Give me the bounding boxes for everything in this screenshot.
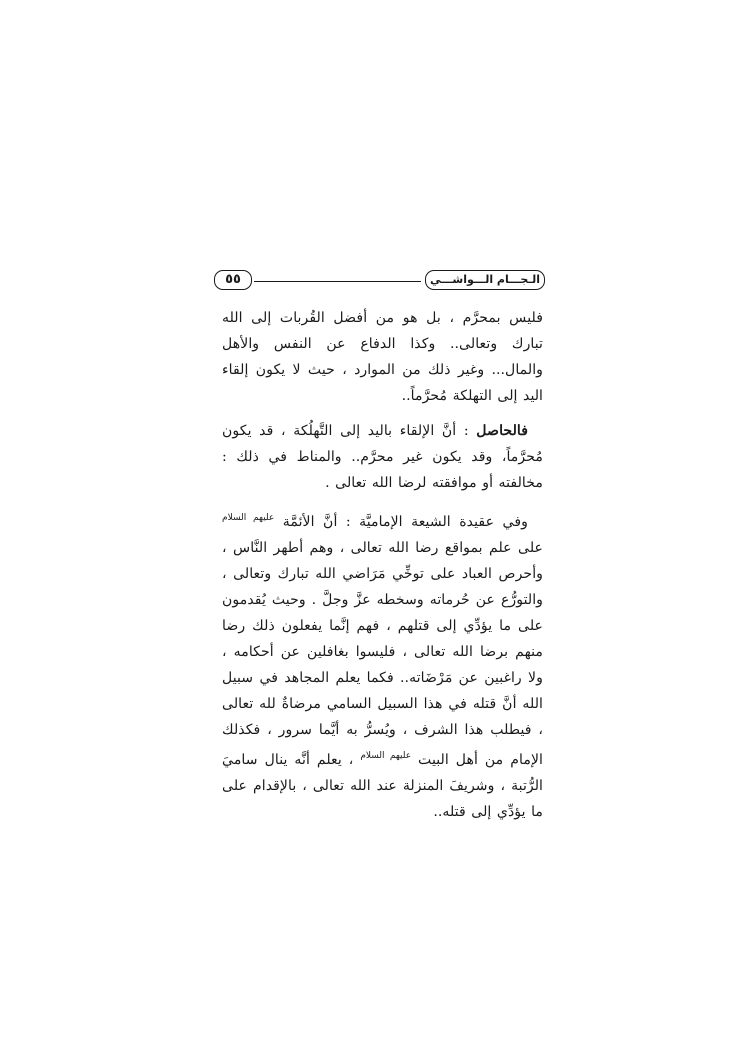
running-title: الـجـــام الـــواشـــي bbox=[425, 270, 545, 290]
paragraph-lead: فالحاصل bbox=[476, 423, 528, 439]
honorific-mark: عليهم السلام bbox=[360, 751, 412, 761]
paragraph-text: : أنَّ الإلقاء باليد إلى التَّهلُكة ، قد يكون مُحرَّماً، وقد يكون غير محرَّم.. والمناط في ذلك : مخالفته أو موافقته لرضا الله تعالى . bbox=[222, 423, 543, 491]
body-text bbox=[222, 305, 543, 825]
paragraph-text: ، يعلم أنَّه ينال ساميَ الرُّتبة ، وشريفَ المنزلة عند الله تعالى ، بالإقدام على ما يؤدِّي إلى قتله.. bbox=[222, 752, 543, 820]
paragraph-text: فليس بمحرَّم ، بل هو من أفضل القُربات إلى الله تبارك وتعالى.. وكذا الدفاع عن النفس والأهل والمال... وغير ذلك من الموارد ، حيث لا يكون إلقاء اليد إلى التهلكة مُحرَّماً.. bbox=[222, 310, 543, 404]
honorific-mark: عليهم السلام bbox=[222, 513, 275, 523]
page-number: ٥٥ bbox=[214, 270, 252, 290]
paragraph-text: على علم بمواقع رضا الله تعالى ، وهم أطهر النَّاس ، وأحرص العباد على توخِّي مَرَاضي الله تبارك وتعالى ، والتورُّع عن حُرماته وسخطه عزَّ وجلَّ . وحيث يُقدمون على ما يؤدِّي إلى قتلهم ، فهم إنَّما يفعلون ذلك رضا منهم برضا الله تعالى ، فليسوا بغافلين عن أحكامه ، ولا راغبين عن مَرْضَاته.. فكما يعلم المجاهد في سبيل الله أنَّ قتله في هذا السبيل السامي مرضاةٌ لله تعالى ، فيطلب هذا الشرف ، ويُسرُّ به أيَّما سرور ، فكذلك الإمام من أهل البيت bbox=[222, 540, 543, 768]
page-header bbox=[214, 268, 545, 294]
paragraph-2 bbox=[222, 418, 543, 496]
header-rule bbox=[254, 281, 421, 282]
paragraph-text: وفي عقيدة الشيعة الإماميَّة : أنَّ الأئمَّة bbox=[282, 514, 528, 530]
paragraph-3 bbox=[222, 505, 543, 825]
paragraph-1 bbox=[222, 305, 543, 409]
